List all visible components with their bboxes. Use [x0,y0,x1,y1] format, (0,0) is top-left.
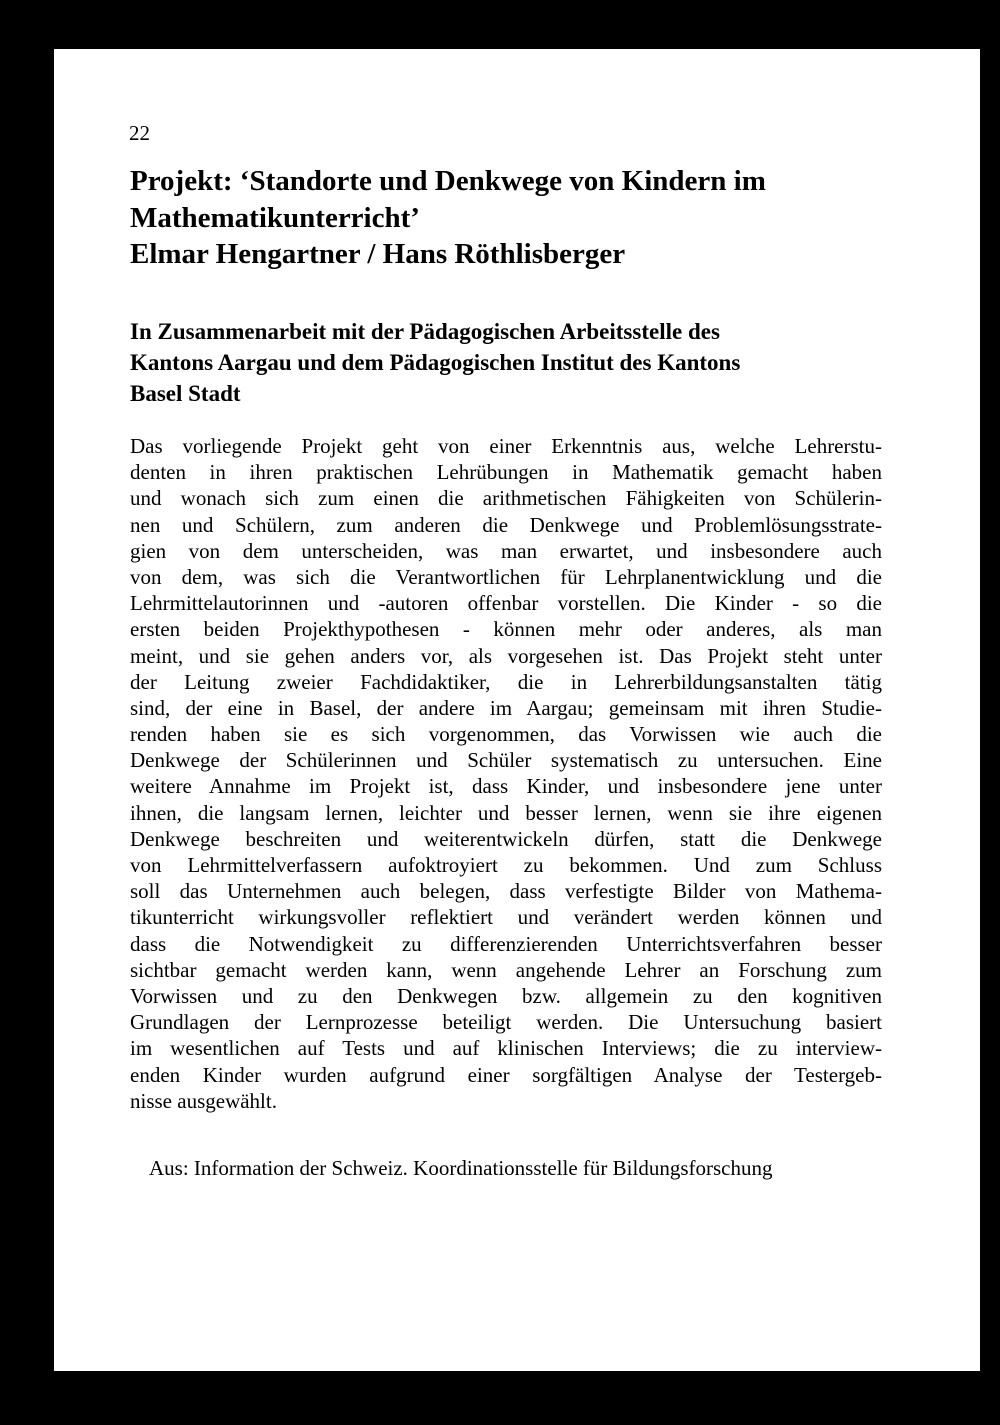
body-line: Lehrmittelautorinnen und -autoren offenbar vorstellen. Die Kinder - so die [130,591,882,616]
body-line: von Lehrmittelverfassern aufoktroyiert zu bekommen. Und zum Schluss [130,853,882,877]
body-paragraph [130,433,882,1114]
body-line: ihnen, die langsam lernen, leichter und besser lernen, wenn sie ihre eigenen [130,800,882,825]
body-line: dass die Notwendigkeit zu differenzierenden Unterrichtsverfahren besser [130,931,882,956]
body-line: soll das Unternehmen auch belegen, dass verfestigte Bilder von Mathema- [130,879,882,904]
author-line: Elmar Hengartner / Hans Röthlisberger [130,238,626,270]
subtitle-line: Kantons Aargau und dem Pädagogischen Institut des Kantons [130,350,741,375]
body-line: tikunterricht wirkungsvoller reflektiert und verändert werden können und [130,905,882,930]
body-line: Denkwege beschreiten und weiterentwickeln dürfen, statt die Denkwege [130,826,882,851]
body-line: von dem, was sich die Verantwortlichen für Lehrplanentwicklung und die [130,564,882,589]
body-line: meint, und sie gehen anders vor, als vorgesehen ist. Das Projekt steht unter [130,643,882,668]
article-subtitle [130,316,930,409]
body-line: Das vorliegende Projekt geht von einer Erkenntnis aus, welche Lehrerstu- [130,434,882,458]
body-line: Grundlagen der Lernprozesse beteiligt werden. Die Untersuchung basiert [130,1010,882,1035]
page-number: 22 [129,121,150,145]
body-line: denten in ihren praktischen Lehrübungen in Mathematik gemacht haben [130,460,882,485]
subtitle-line: In Zusammenarbeit mit der Pädagogischen Arbeitsstelle des [130,319,720,344]
body-line: ersten beiden Projekthypothesen - können mehr oder anderes, als man [130,617,882,642]
body-line: renden haben sie es sich vorgenommen, das Vorwissen wie auch die [130,722,882,747]
body-line: sind, der eine in Basel, der andere im Aargau; gemeinsam mit ihren Studie- [130,695,882,720]
body-line: enden Kinder wurden aufgrund einer sorgfältigen Analyse der Testergeb- [130,1062,882,1087]
body-line: sichtbar gemacht werden kann, wenn angehende Lehrer an Forschung zum [130,957,882,982]
body-line: gien von dem unterscheiden, was man erwartet, und insbesondere auch [130,538,882,563]
body-line: weitere Annahme im Projekt ist, dass Kinder, und insbesondere jene unter [130,774,882,799]
source-citation: Aus: Information der Schweiz. Koordinationsstelle für Bildungsforschung [149,1156,773,1180]
body-line: im wesentlichen auf Tests und auf klinischen Interviews; die zu interview- [130,1036,882,1061]
body-line: nisse ausgewählt. [130,1088,277,1113]
body-line: nen und Schülern, zum anderen die Denkwege und Problemlösungsstrate- [130,512,882,537]
document-page [54,49,980,1371]
body-line: Vorwissen und zu den Denkwegen bzw. allgemein zu den kognitiven [130,983,882,1008]
subtitle-line: Basel Stadt [130,381,241,406]
article-title [130,163,930,273]
title-line: Projekt: ‘Standorte und Denkwege von Kindern im [130,165,766,197]
body-line: Denkwege der Schülerinnen und Schüler systematisch zu untersuchen. Eine [130,748,882,773]
body-line: und wonach sich zum einen die arithmetischen Fähigkeiten von Schülerin- [130,486,882,511]
title-line: Mathematikunterricht’ [130,201,420,234]
body-line: der Leitung zweier Fachdidaktiker, die in Lehrerbildungsanstalten tätig [130,669,882,694]
